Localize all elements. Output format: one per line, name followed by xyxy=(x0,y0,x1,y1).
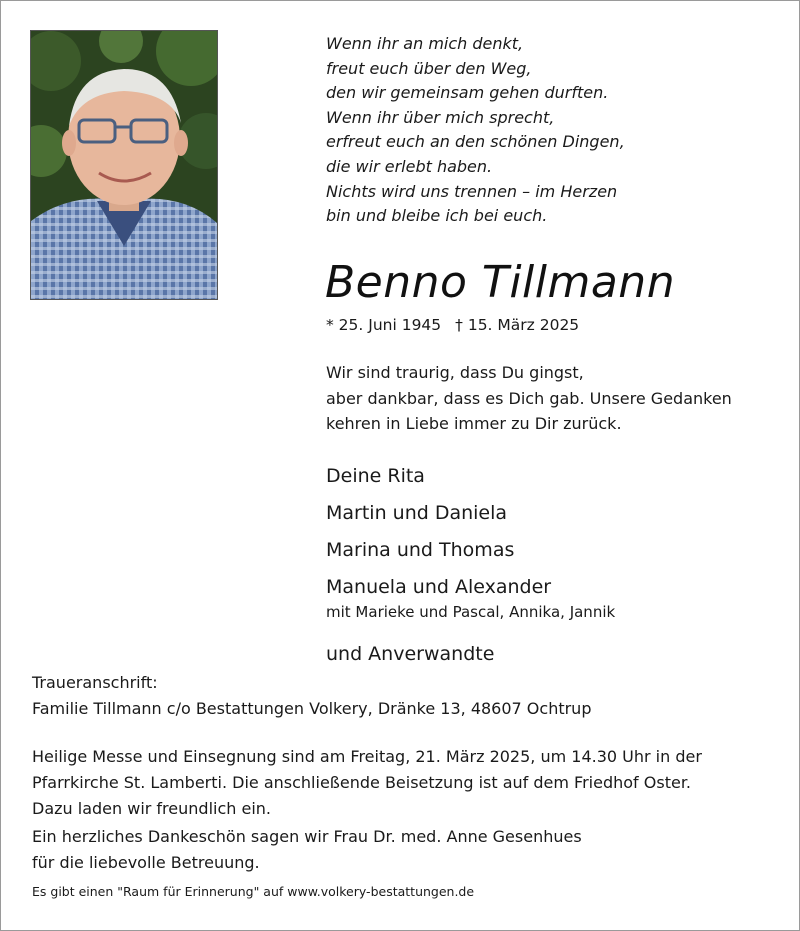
relatives: und Anverwandte xyxy=(326,643,495,665)
address-label: Traueranschrift: xyxy=(32,673,158,692)
poem-line: die wir erlebt haben. xyxy=(326,156,493,176)
poem xyxy=(326,32,625,229)
poem-line: Nichts wird uns trennen – im Herzen xyxy=(326,181,618,201)
footer-note: Es gibt einen "Raum für Erinnerung" auf www.volkery-bestattungen.de xyxy=(32,884,475,899)
service-line: Heilige Messe und Einsegnung sind am Freitag, 21. März 2025, um 14.30 Uhr in der xyxy=(32,747,702,766)
family-member: Manuela und Alexander xyxy=(326,576,552,598)
thanks-line: für die liebevolle Betreuung. xyxy=(32,853,260,872)
birth-date: * 25. Juni 1945 xyxy=(326,316,442,334)
poem-line: bin und bleibe ich bei euch. xyxy=(326,206,548,226)
family-list xyxy=(326,458,615,673)
poem-line: den wir gemeinsam gehen durften. xyxy=(326,83,609,103)
funeral-service-info xyxy=(32,744,702,822)
family-member: Martin und Daniela xyxy=(326,502,508,524)
family-member: Deine Rita xyxy=(326,465,425,487)
death-date: † 15. März 2025 xyxy=(455,316,580,334)
poem-line: freut euch über den Weg, xyxy=(326,58,532,78)
thanks-line: Ein herzliches Dankeschön sagen wir Frau Dr. med. Anne Gesenhues xyxy=(32,827,582,846)
poem-line: Wenn ihr über mich sprecht, xyxy=(326,107,555,127)
portrait-photo xyxy=(30,30,218,300)
family-member: Marina und Thomas xyxy=(326,539,515,561)
life-dates xyxy=(326,314,579,336)
message-line: aber dankbar, dass es Dich gab. Unsere Gedanken xyxy=(326,388,732,408)
poem-line: Wenn ihr an mich denkt, xyxy=(326,34,524,53)
address-line: Familie Tillmann c/o Bestattungen Volkery, Dränke 13, 48607 Ochtrup xyxy=(32,699,592,718)
message-line: kehren in Liebe immer zu Dir zurück. xyxy=(326,414,622,433)
service-line: Dazu laden wir freundlich ein. xyxy=(32,799,271,818)
mourning-address xyxy=(32,670,591,722)
service-line: Pfarrkirche St. Lamberti. Die anschließende Beisetzung ist auf dem Friedhof Oster. xyxy=(32,773,692,792)
deceased-name: Benno Tillmann xyxy=(325,257,676,308)
thanks-note xyxy=(32,824,582,876)
mourning-message xyxy=(326,360,732,437)
grandchildren: mit Marieke und Pascal, Annika, Jannik xyxy=(326,603,616,621)
message-line: Wir sind traurig, dass Du gingst, xyxy=(326,363,584,382)
portrait-image xyxy=(31,31,217,299)
poem-line: erfreut euch an den schönen Dingen, xyxy=(326,132,625,152)
